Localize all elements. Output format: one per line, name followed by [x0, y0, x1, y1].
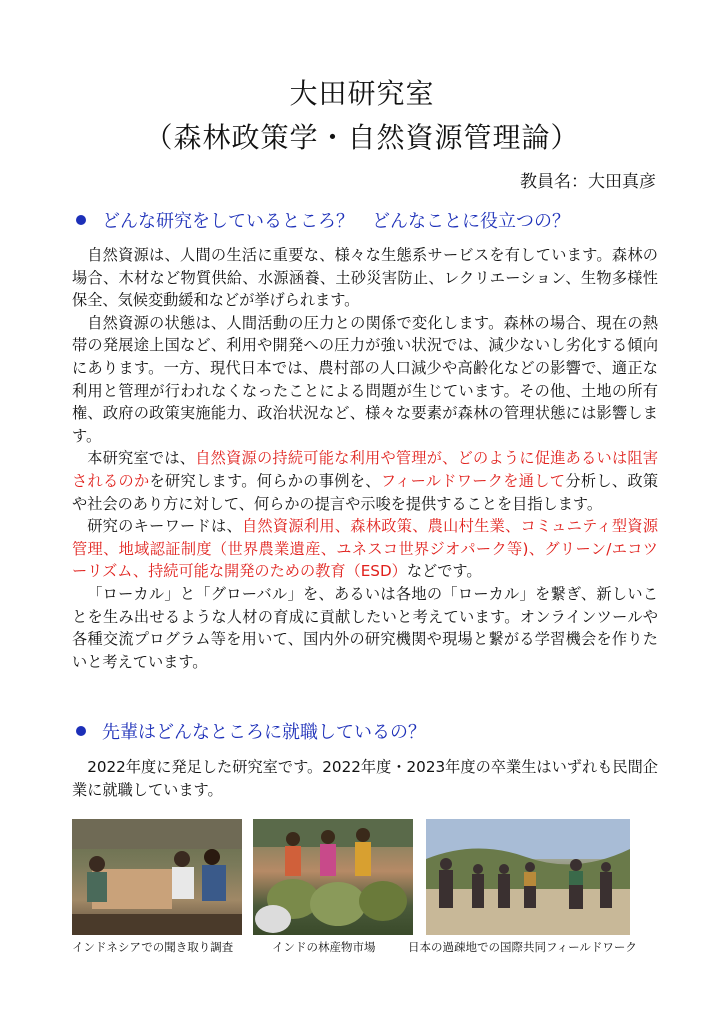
section-heading-careers	[76, 721, 676, 745]
paragraph-4-text-b: などです。	[406, 562, 482, 581]
photo-caption-1: インドネシアでの聞き取り調査	[72, 940, 234, 954]
paragraph-4-text-a: 研究のキーワードは、	[87, 517, 242, 536]
paragraph-4-keywords: 自然資源利用、森林政策、農山村生業、コミュニティ型資源管理、地域認証制度（世界農業遺産、ユネスコ世界ジオパーク等)、グリーン/エコツーリズム、持続可能な開発のための教育（ESD）	[72, 517, 659, 581]
photo-caption-2: インドの林産物市場	[272, 940, 376, 954]
teacher-name: 教員名：大田真彦	[520, 172, 656, 192]
photo-india-market	[253, 819, 413, 935]
careers-paragraph: 2022年度に発足した研究室です。2022年度・2023年度の卒業生はいずれも民間企業に就職しています。	[72, 758, 658, 799]
paragraph-4	[72, 515, 658, 583]
page-subtitle: （森林政策学・自然資源管理論）	[144, 121, 580, 154]
bullet-icon	[76, 726, 86, 736]
bullet-icon	[76, 215, 86, 225]
paragraph-1: 自然資源は、人間の生活に重要な、様々な生態系サービスを有しています。森林の場合、木材など物質供給、水源涵養、土砂災害防止、レクリエーション、生物多様性保全、気候変動緩和などが挙げられます。	[72, 246, 658, 310]
section-body-research	[72, 244, 658, 673]
paragraph-3-highlight-1: 自然資源の持続可能な利用や管理が、どのように促進あるいは阻害されるのか	[72, 449, 659, 490]
page-title: 大田研究室	[289, 77, 435, 110]
photo-caption-3: 日本の過疎地での国際共同フィールドワーク	[408, 940, 637, 954]
photo-indonesia-interview	[72, 819, 242, 935]
paragraph-3	[72, 447, 658, 515]
paragraph-5: 「ローカル」と「グローバル」を、あるいは各地の「ローカル」を繋ぎ、新しいことを生み出せるような人材の育成に貢献したいと考えています。オンラインツールや各種交流プログラム等を用いて、国内外の研究機関や現場と繋がる学習機会を作りたいと考えています。	[72, 584, 658, 671]
paragraph-3-text-c: 分析し、政策や社会のあり方に対して、何らかの提言や示唆を提供することを目指します。	[72, 471, 659, 513]
paragraph-3-text-b: を研究します。何らかの事例を、	[149, 471, 381, 490]
section-heading-careers-text: 先輩はどんなところに就職しているの？	[102, 722, 426, 743]
paragraph-2: 自然資源の状態は、人間活動の圧力との関係で変化します。森林の場合、現在の熱帯の発展途上国など、利用や開発への圧力が強い状況では、減少ないし劣化する傾向にあります。一方、現代日本では、農村部の人口減少や高齢化などの影響で、適正な利用と管理が行われなくなったことによる問題が生じています。その他、土地の所有権、政府の政策実施能力、政治状況など、様々な要素が森林の管理状態には影響します。	[72, 313, 659, 445]
section-heading-research-text: どんな研究をしているところ？ どんなことに役立つの？	[102, 211, 570, 232]
section-body-careers	[72, 756, 658, 801]
paragraph-3-highlight-2: フィールドワークを通して	[380, 471, 566, 490]
section-heading-research	[76, 210, 676, 234]
photo-japan-fieldwork	[426, 819, 630, 935]
paragraph-3-text-a: 本研究室では、	[87, 449, 196, 468]
